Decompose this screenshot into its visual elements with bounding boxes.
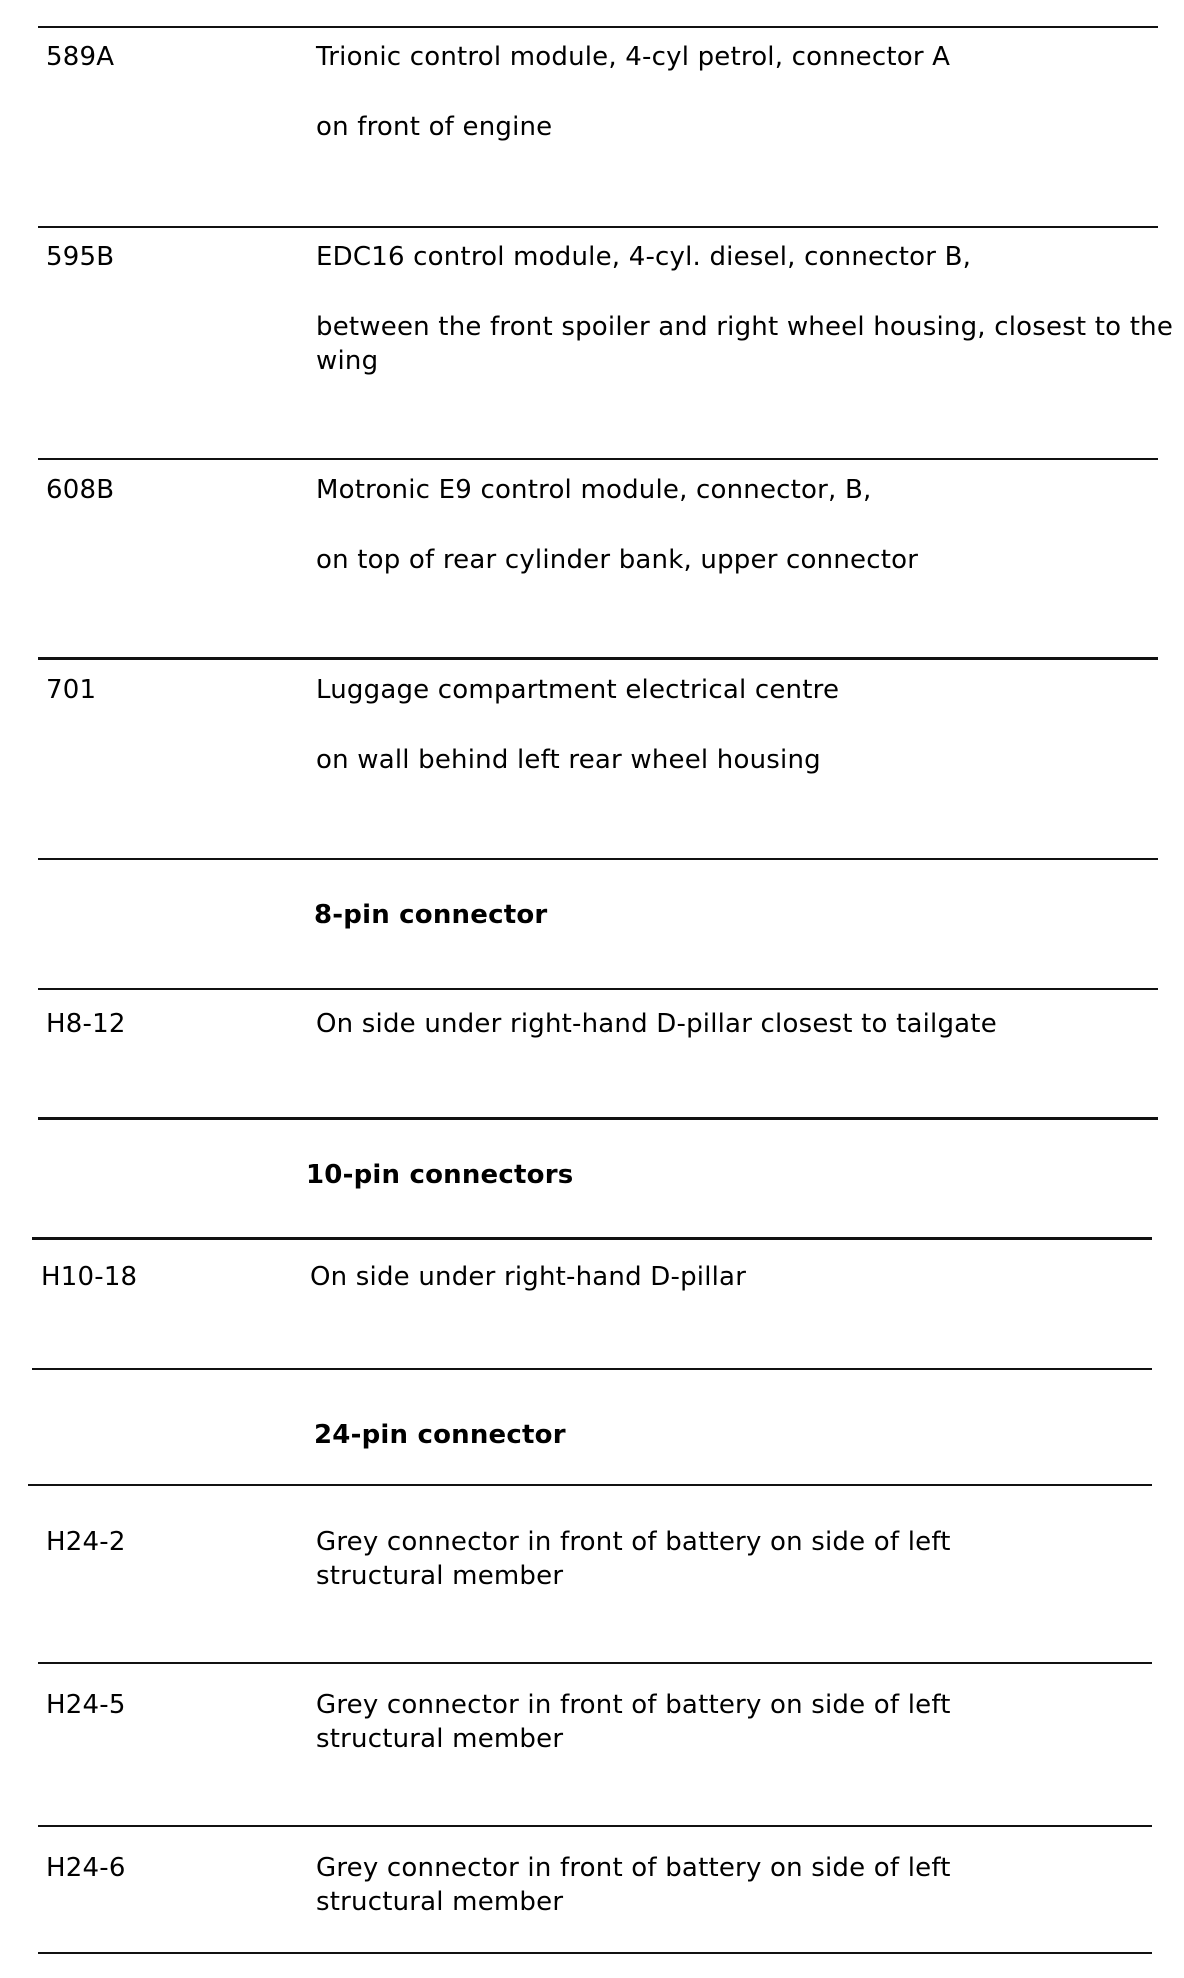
- table-rule: [32, 1368, 1152, 1370]
- description-line: Motronic E9 control module, connector, B,: [316, 475, 872, 505]
- table-rule: [38, 1662, 1152, 1664]
- table-rule: [38, 1952, 1152, 1954]
- table-rule: [38, 858, 1158, 860]
- section-heading: 10-pin connectors: [306, 1160, 574, 1190]
- connector-code: H10-18: [41, 1262, 138, 1292]
- description-line: EDC16 control module, 4-cyl. diesel, connector B,: [316, 242, 972, 272]
- table-rule: [38, 1825, 1152, 1827]
- connector-code: 589A: [46, 42, 115, 72]
- connector-code: H8-12: [46, 1009, 126, 1039]
- connector-description: On side under right-hand D-pillar closest to tailgate: [316, 1009, 997, 1039]
- connector-description: Grey connector in front of battery on side of left structural member: [316, 1690, 951, 1754]
- table-rule: [38, 1117, 1158, 1120]
- location-line: on front of engine: [316, 112, 553, 142]
- connector-code: H24-6: [46, 1853, 126, 1883]
- location-line: on top of rear cylinder bank, upper connector: [316, 545, 919, 575]
- table-rule: [38, 458, 1158, 460]
- section-heading: 8-pin connector: [314, 900, 548, 930]
- connector-description: [316, 673, 1176, 777]
- location-line: on wall behind left rear wheel housing: [316, 745, 821, 775]
- table-rule: [28, 1484, 1152, 1486]
- table-rule: [32, 1237, 1152, 1240]
- section-heading: 24-pin connector: [314, 1420, 566, 1450]
- connector-description: [316, 240, 1176, 378]
- connector-code: 595B: [46, 242, 115, 272]
- description-line: Trionic control module, 4-cyl petrol, connector A: [316, 42, 951, 72]
- table-rule: [38, 657, 1158, 660]
- description-line: Luggage compartment electrical centre: [316, 675, 840, 705]
- connector-description: Grey connector in front of battery on side of left structural member: [316, 1853, 951, 1917]
- connector-description: On side under right-hand D-pillar: [310, 1262, 747, 1292]
- table-rule: [38, 226, 1158, 228]
- connector-code: H24-2: [46, 1527, 126, 1557]
- connector-description: [316, 473, 1176, 577]
- connector-code: 701: [46, 675, 97, 705]
- connector-code: H24-5: [46, 1690, 126, 1720]
- connector-description: Grey connector in front of battery on side of left structural member: [316, 1527, 951, 1591]
- table-rule: [38, 988, 1158, 990]
- connector-description: [316, 40, 1176, 144]
- location-line: between the front spoiler and right wheel housing, closest to the wing: [316, 312, 1174, 376]
- connector-code: 608B: [46, 475, 115, 505]
- table-rule: [38, 26, 1158, 28]
